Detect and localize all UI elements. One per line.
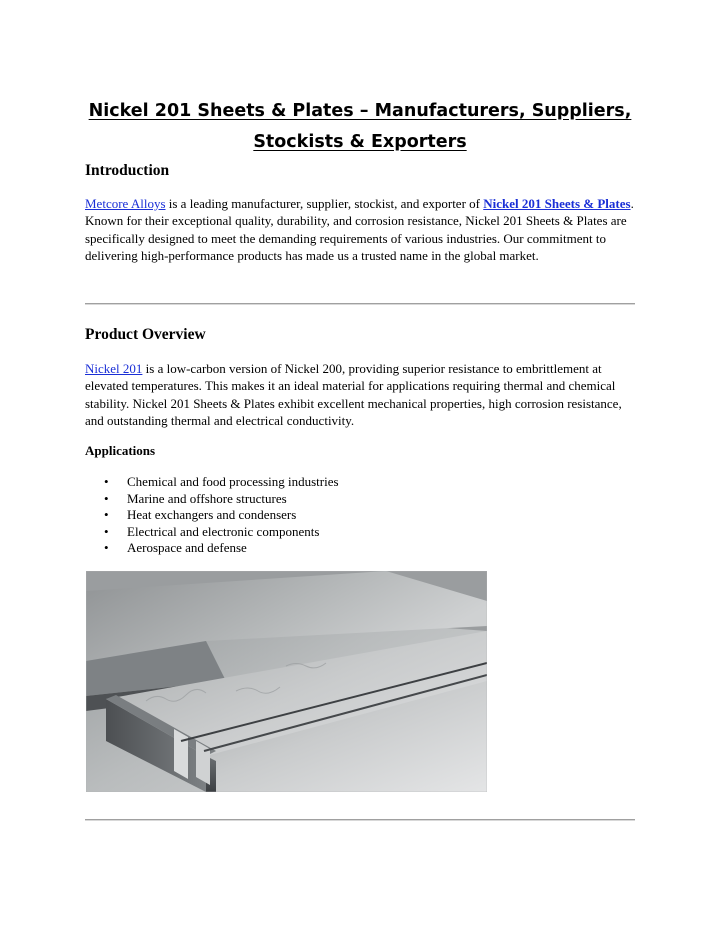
overview-text: is a low-carbon version of Nickel 200, providing superior resistance to embrittlement at elevated temperatures. This makes it an ideal material for applications requiring thermal and chemical stability. Nickel 201 Sheets & Plates exhibit excellent mechanical properties, high corrosion resistance, and outstanding thermal and electrical conductivity.: [85, 361, 622, 429]
list-item-label: Electrical and electronic components: [127, 523, 320, 539]
list-item: [85, 474, 339, 491]
product-link[interactable]: Nickel 201 Sheets & Plates: [483, 196, 631, 211]
page-title: [85, 96, 635, 158]
bullet-icon: •: [104, 507, 109, 522]
applications-heading: Applications: [85, 443, 156, 458]
product-overview-paragraph: [85, 360, 637, 430]
list-item: [85, 524, 339, 541]
bottom-divider: [85, 819, 635, 821]
list-item-label: Chemical and food processing industries: [127, 474, 339, 489]
company-link[interactable]: Metcore Alloys: [85, 196, 166, 211]
list-item-label: Aerospace and defense: [127, 540, 247, 555]
introduction-heading: Introduction: [85, 162, 170, 179]
title-line-1: Nickel 201 Sheets & Plates – Manufacturers, Suppliers,: [88, 100, 632, 121]
intro-text-b: . Known for their exceptional quality, durability, and corrosion resistance, Nickel 201 Sheets & Plates are specifically designed to meet the demanding requirements of various industries. Our commitment to delivering high-performance products has made us a trusted name in the global market.: [85, 196, 634, 264]
bullet-icon: •: [104, 523, 109, 539]
list-item-label: Marine and offshore structures: [127, 490, 287, 506]
bullet-icon: •: [104, 474, 109, 489]
nickel-201-link[interactable]: Nickel 201: [85, 361, 143, 376]
applications-list: [85, 474, 339, 557]
title-line-2: Stockists & Exporters: [253, 131, 467, 152]
product-overview-heading: Product Overview: [85, 326, 206, 343]
list-item-label: Heat exchangers and condensers: [127, 507, 297, 522]
plates-illustration: [86, 571, 487, 792]
list-item: [85, 540, 339, 557]
bullet-icon: •: [104, 540, 109, 555]
section-divider: [85, 303, 635, 305]
introduction-paragraph: [85, 195, 637, 265]
list-item: [85, 507, 339, 524]
nickel-plates-photo: [86, 571, 487, 792]
intro-text-a: is a leading manufacturer, supplier, stockist, and exporter of: [165, 196, 484, 211]
list-item: [85, 491, 339, 508]
bullet-icon: •: [104, 490, 109, 506]
